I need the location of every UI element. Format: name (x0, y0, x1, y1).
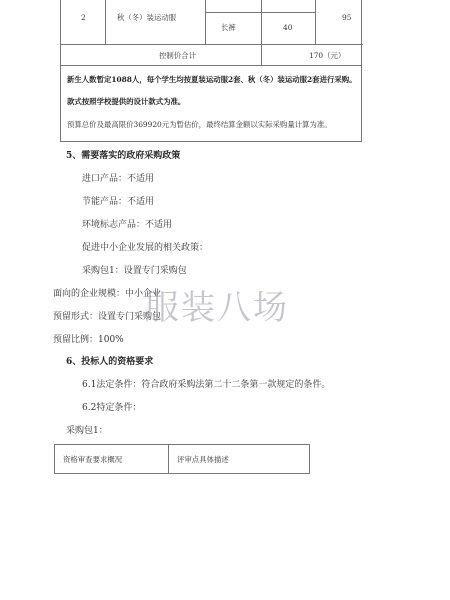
qualification-table (54, 444, 310, 474)
total-qty: 95 (342, 13, 352, 22)
section-5-heading: 5、需要落实的政府采购政策 (66, 151, 181, 161)
item-name: 秋（冬）装运动服 (117, 13, 177, 22)
watermark: 服装八场 (145, 288, 289, 328)
table-divider (105, 0, 106, 44)
policy-reserve-ratio: 预留比例：100% (53, 335, 124, 345)
qualification-legal: 6.1法定条件：符合政府采购法第二十二条第一款规定的条件。 (82, 380, 331, 390)
table-divider (205, 0, 206, 44)
control-price-label: 控制价合计 (159, 51, 196, 60)
table-divider (61, 44, 363, 45)
sub-item-qty: 40 (283, 23, 293, 32)
table-divider (315, 0, 316, 44)
note-line-2: 款式按照学校提供的设计款式为准。 (67, 97, 186, 106)
qualification-special: 6.2特定条件： (82, 403, 142, 413)
procurement-note (60, 66, 362, 142)
table-divider (205, 12, 315, 13)
row-number: 2 (81, 13, 86, 22)
qualification-table-header-summary: 资格审查要求概况 (63, 455, 123, 464)
note-line-1: 新生人数暂定1088人，每个学生均按夏装运动服2套、秋（冬）装运动服2套进行采购。 (67, 75, 357, 84)
policy-energy: 节能产品：不适用 (82, 197, 155, 207)
qualification-table-header-detail: 评审点具体描述 (177, 455, 229, 464)
pricing-table (60, 0, 362, 66)
table-divider (261, 0, 262, 66)
sub-item-name: 长裤 (221, 23, 236, 32)
note-line-3: 预算总价及最高限价369920元为暂估价，最终结算金额以实际采购量计算为准。 (67, 120, 332, 129)
section-6-heading: 6、投标人的资格要求 (66, 357, 154, 367)
control-price-value: 170（元） (309, 51, 346, 60)
policy-environment: 环境标志产品：不适用 (82, 220, 173, 230)
policy-reserve-form: 预留形式：设置专门采购包 (53, 312, 162, 322)
policy-import: 进口产品：不适用 (82, 174, 155, 184)
qualification-package: 采购包1： (66, 426, 108, 436)
policy-sme: 促进中小企业发展的相关政策： (82, 243, 209, 253)
policy-enterprise-scale: 面向的企业规模：中小企业 (53, 289, 162, 299)
policy-package: 采购包1：设置专门采购包 (82, 266, 187, 276)
table-divider (168, 445, 169, 473)
